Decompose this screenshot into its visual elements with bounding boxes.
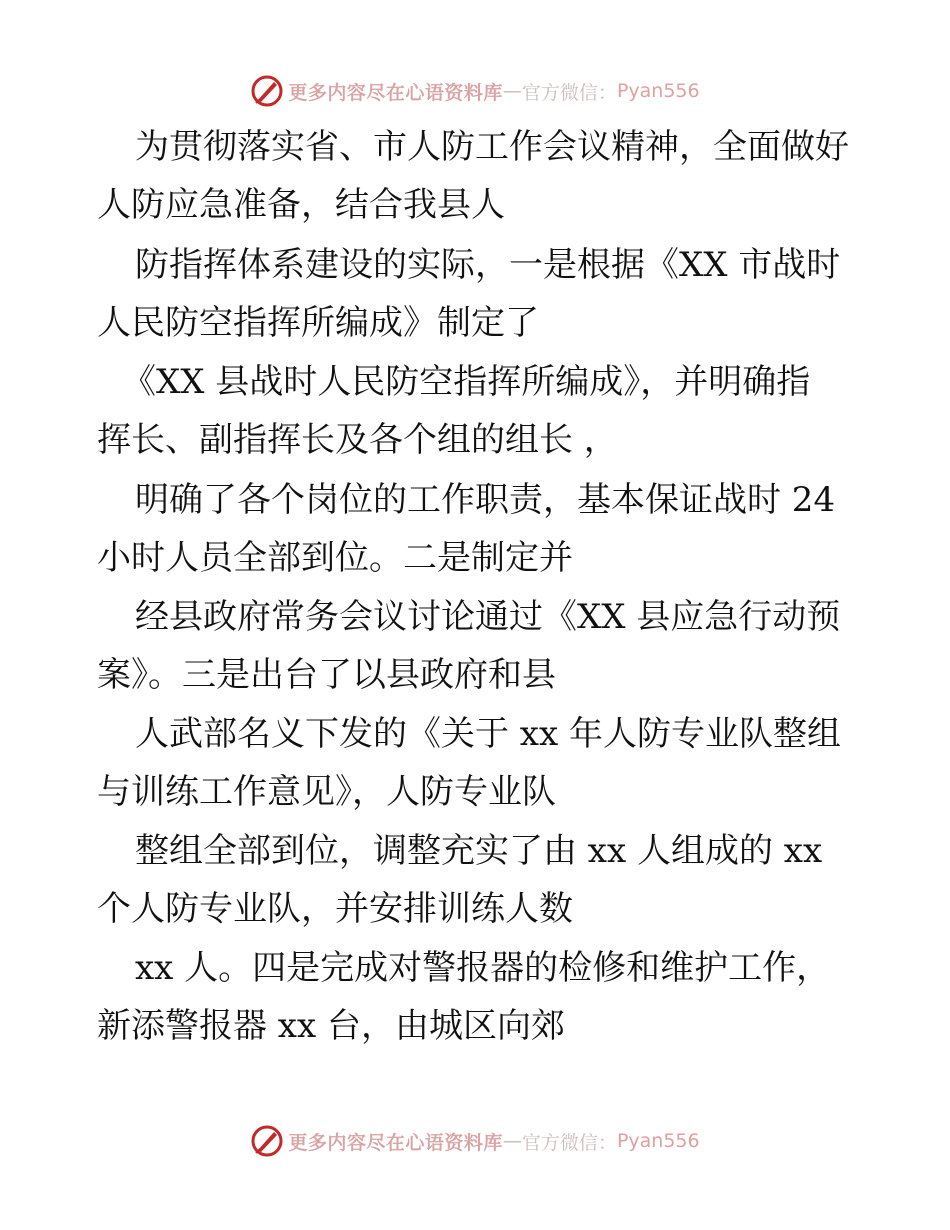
body-line: 经县政府常务会议讨论通过《XX 县应急行动预 xyxy=(135,597,841,637)
body-line: xx 人。四是完成对警报器的检修和维护工作， xyxy=(135,948,831,988)
banner-main-text: 更多内容尽在心语资料库 xyxy=(288,81,503,104)
footer-watermark-banner xyxy=(0,1121,950,1161)
banner-dash: — xyxy=(502,1130,522,1152)
body-line: 整组全部到位，调整充实了由 xx 人组成的 xx xyxy=(135,831,823,871)
body-line: 《XX 县战时人民防空指挥所编成》，并明确指 xyxy=(122,362,811,402)
body-line: 个人防专业队，并安排训练人数 xyxy=(97,889,573,929)
banner-wechat-label: 官方微信： xyxy=(521,81,617,104)
body-line: 挥长、副指挥长及各个组的组长 ， xyxy=(97,420,618,460)
body-line: 人民防空指挥所编成》制定了 xyxy=(97,303,539,343)
quill-logo-icon xyxy=(250,1124,284,1158)
banner-main-text: 更多内容尽在心语资料库 xyxy=(288,1131,503,1154)
body-line: 与训练工作意见》，人防专业队 xyxy=(97,772,556,812)
body-line: 为贯彻落实省、市人防工作会议精神，全面做好 xyxy=(135,127,849,167)
body-line: 人武部名义下发的《关于 xx 年人防专业队整组 xyxy=(135,714,841,754)
body-line: 案》。三是出台了以县政府和县 xyxy=(97,655,556,695)
quill-logo-icon xyxy=(250,74,284,108)
body-line: 防指挥体系建设的实际，一是根据《XX 市战时 xyxy=(135,245,841,285)
banner-wechat-id: Pyan556 xyxy=(616,1130,700,1152)
body-line: 小时人员全部到位。二是制定并 xyxy=(97,538,573,578)
banner-dash: — xyxy=(502,80,522,102)
header-watermark-banner xyxy=(0,71,950,111)
banner-wechat-label: 官方微信： xyxy=(521,1131,617,1154)
banner-wechat-id: Pyan556 xyxy=(616,80,700,102)
body-line: 明确了各个岗位的工作职责，基本保证战时 24 xyxy=(135,480,836,520)
body-line: 人防应急准备，结合我县人 xyxy=(97,185,505,225)
body-line: 新添警报器 xx 台，由城区向郊 xyxy=(97,1006,565,1046)
